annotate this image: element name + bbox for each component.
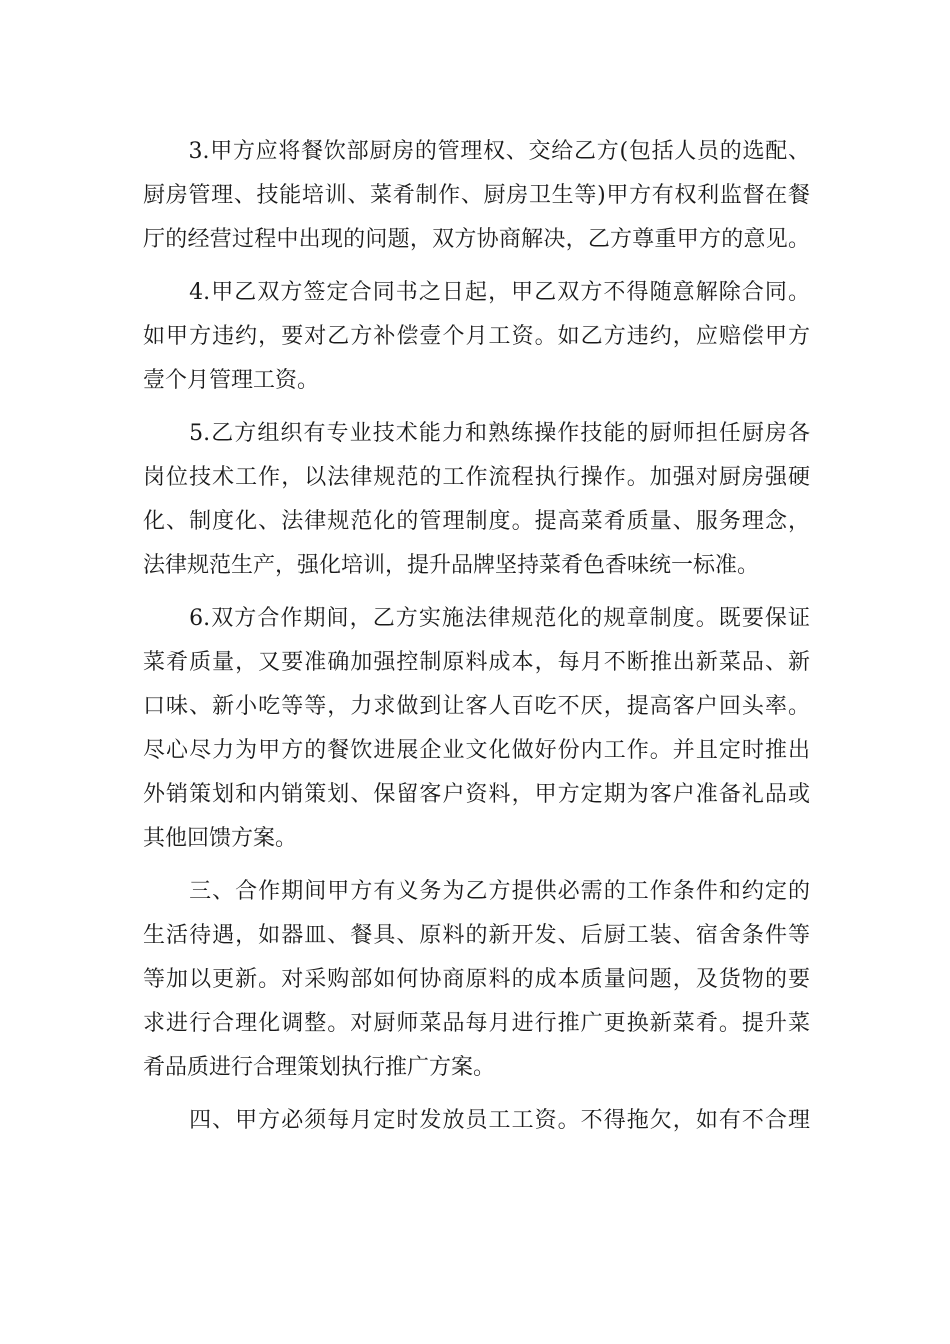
text-line: 如甲方违约，要对乙方补偿壹个月工资。如乙方违约，应赔偿甲方 bbox=[143, 324, 810, 349]
text-line: 5.乙方组织有专业技术能力和熟练操作技能的厨师担任厨房各 bbox=[143, 421, 810, 446]
text-line: 等加以更新。对采购部如何协商原料的成本质量问题，及货物的要 bbox=[143, 967, 810, 992]
text-line: 3.甲方应将餐饮部厨房的管理权、交给乙方(包括人员的选配、 bbox=[143, 139, 810, 164]
document-body bbox=[143, 130, 810, 1143]
paragraph-section-3 bbox=[143, 870, 810, 1090]
text-line: 菜肴质量，又要准确加强控制原料成本，每月不断推出新菜品、新 bbox=[143, 650, 810, 675]
text-line: 法律规范生产，强化培训，提升品牌坚持菜肴色香味统一标准。 bbox=[143, 553, 760, 578]
text-line: 4.甲乙双方签定合同书之日起，甲乙双方不得随意解除合同。 bbox=[143, 280, 810, 305]
text-line: 生活待遇，如器皿、餐具、原料的新开发、后厨工装、宿舍条件等 bbox=[143, 923, 810, 948]
text-line: 求进行合理化调整。对厨师菜品每月进行推广更换新菜肴。提升菜 bbox=[143, 1011, 810, 1036]
text-line: 尽心尽力为甲方的餐饮进展企业文化做好份内工作。并且定时推出 bbox=[143, 738, 810, 763]
paragraph-item-3 bbox=[143, 130, 810, 262]
text-line: 口味、新小吃等等，力求做到让客人百吃不厌，提高客户回头率。 bbox=[143, 694, 810, 719]
paragraph-section-4 bbox=[143, 1099, 810, 1143]
text-line: 化、制度化、法律规范化的管理制度。提高菜肴质量、服务理念， bbox=[143, 509, 810, 534]
text-line: 厅的经营过程中出现的问题，双方协商解决，乙方尊重甲方的意见。 bbox=[143, 227, 810, 252]
text-line: 三、合作期间甲方有义务为乙方提供必需的工作条件和约定的 bbox=[143, 879, 810, 904]
text-line: 壹个月管理工资。 bbox=[143, 368, 320, 393]
text-line: 四、甲方必须每月定时发放员工工资。不得拖欠，如有不合理 bbox=[143, 1108, 810, 1133]
text-line: 其他回馈方案。 bbox=[143, 826, 298, 851]
text-line: 外销策划和内销策划、保留客户资料，甲方定期为客户准备礼品或 bbox=[143, 782, 810, 807]
text-line: 岗位技术工作，以法律规范的工作流程执行操作。加强对厨房强硬 bbox=[143, 465, 810, 490]
paragraph-item-5 bbox=[143, 412, 810, 588]
text-line: 6.双方合作期间，乙方实施法律规范化的规章制度。既要保证 bbox=[143, 606, 810, 631]
text-line: 厨房管理、技能培训、菜肴制作、厨房卫生等)甲方有权利监督在餐 bbox=[143, 183, 810, 208]
paragraph-item-6 bbox=[143, 597, 810, 861]
paragraph-item-4 bbox=[143, 271, 810, 403]
text-line: 肴品质进行合理策划执行推广方案。 bbox=[143, 1055, 496, 1080]
